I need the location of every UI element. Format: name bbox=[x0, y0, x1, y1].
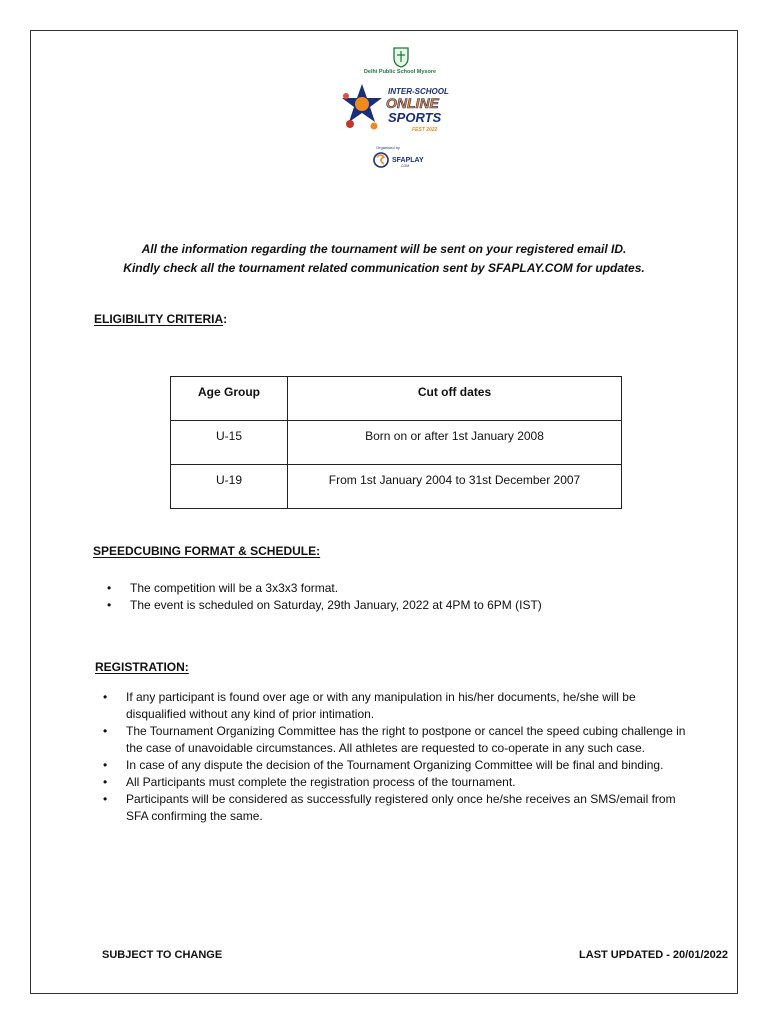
intro-line-1: All the information regarding the tournament will be sent on your registered email ID. bbox=[141, 242, 627, 256]
table-cell-age-group: U-19 bbox=[171, 465, 288, 509]
sfaplay-logo bbox=[372, 150, 432, 170]
list-item-text: All Participants must complete the registration process of the tournament. bbox=[126, 775, 516, 789]
bullet-icon: • bbox=[107, 581, 112, 595]
table-row bbox=[171, 421, 622, 465]
organized-by-label: Organised by bbox=[376, 145, 400, 150]
event-logo-line-4: FEST 2022 bbox=[412, 127, 438, 133]
list-item-text: The competition will be a 3x3x3 format. bbox=[130, 581, 339, 595]
list-item bbox=[103, 791, 686, 825]
list-item bbox=[107, 597, 690, 614]
registration-heading: REGISTRATION: bbox=[95, 660, 189, 674]
list-item-text: The Tournament Organizing Committee has the right to postpone or cancel the speed cubing challenge in the case of unavoidable circumstances. All athletes are requested to co-operate in any such case. bbox=[126, 724, 686, 755]
speedcubing-list bbox=[107, 580, 690, 614]
list-item bbox=[107, 580, 690, 597]
table-cell-cutoff: Born on or after 1st January 2008 bbox=[288, 421, 622, 465]
event-logo bbox=[340, 80, 470, 138]
table-row bbox=[171, 465, 622, 509]
sfaplay-logo-suffix: .COM bbox=[400, 164, 410, 168]
footer-subject-to-change: SUBJECT TO CHANGE bbox=[102, 949, 223, 961]
eligibility-table bbox=[170, 376, 622, 509]
eligibility-heading-text: ELIGIBILITY CRITERIA bbox=[94, 312, 224, 326]
registration-list bbox=[103, 689, 686, 825]
school-name: Delhi Public School Mysore bbox=[363, 69, 437, 75]
column-header-cutoff-dates: Cut off dates bbox=[288, 377, 622, 421]
list-item bbox=[103, 689, 686, 723]
bullet-icon: • bbox=[103, 792, 108, 806]
list-item-text: Participants will be considered as successfully registered only once he/she receives an SMS/email from SFA confirming the same. bbox=[126, 792, 676, 823]
star-emblem-icon bbox=[342, 84, 382, 130]
event-logo-line-1: INTER-SCHOOL bbox=[388, 87, 449, 96]
event-logo-line-2: ONLINE bbox=[386, 95, 439, 111]
table-cell-age-group: U-15 bbox=[171, 421, 288, 465]
event-logo-line-3: SPORTS bbox=[388, 110, 442, 125]
sfaplay-logo-text: SFAPLAY bbox=[392, 157, 424, 164]
intro-notice bbox=[70, 240, 698, 278]
bullet-icon: • bbox=[103, 775, 108, 789]
bullet-icon: • bbox=[107, 598, 112, 612]
eligibility-heading-colon: : bbox=[223, 312, 228, 326]
list-item bbox=[103, 723, 686, 757]
bullet-icon: • bbox=[103, 724, 108, 738]
list-item bbox=[103, 757, 686, 774]
list-item-text: The event is scheduled on Saturday, 29th January, 2022 at 4PM to 6PM (IST) bbox=[130, 598, 542, 612]
page-border bbox=[30, 30, 738, 994]
list-item-text: In case of any dispute the decision of the Tournament Organizing Committee will be final and binding. bbox=[126, 758, 664, 772]
footer-last-updated: LAST UPDATED - 20/01/2022 bbox=[579, 949, 728, 961]
list-item-text: If any participant is found over age or with any manipulation in his/her documents, he/she will be disqualified without any kind of prior intimation. bbox=[126, 690, 636, 721]
table-cell-cutoff: From 1st January 2004 to 31st December 2007 bbox=[288, 465, 622, 509]
column-header-age-group: Age Group bbox=[171, 377, 288, 421]
list-item bbox=[103, 774, 686, 791]
bullet-icon: • bbox=[103, 758, 108, 772]
eligibility-heading bbox=[94, 312, 227, 326]
intro-line-2: Kindly check all the tournament related communication sent by SFAPLAY.COM for updates. bbox=[123, 261, 645, 275]
speedcubing-heading: SPEEDCUBING FORMAT & SCHEDULE: bbox=[93, 544, 321, 558]
school-crest-icon bbox=[392, 46, 410, 68]
sfaplay-swirl-icon bbox=[374, 153, 388, 167]
bullet-icon: • bbox=[103, 690, 108, 704]
